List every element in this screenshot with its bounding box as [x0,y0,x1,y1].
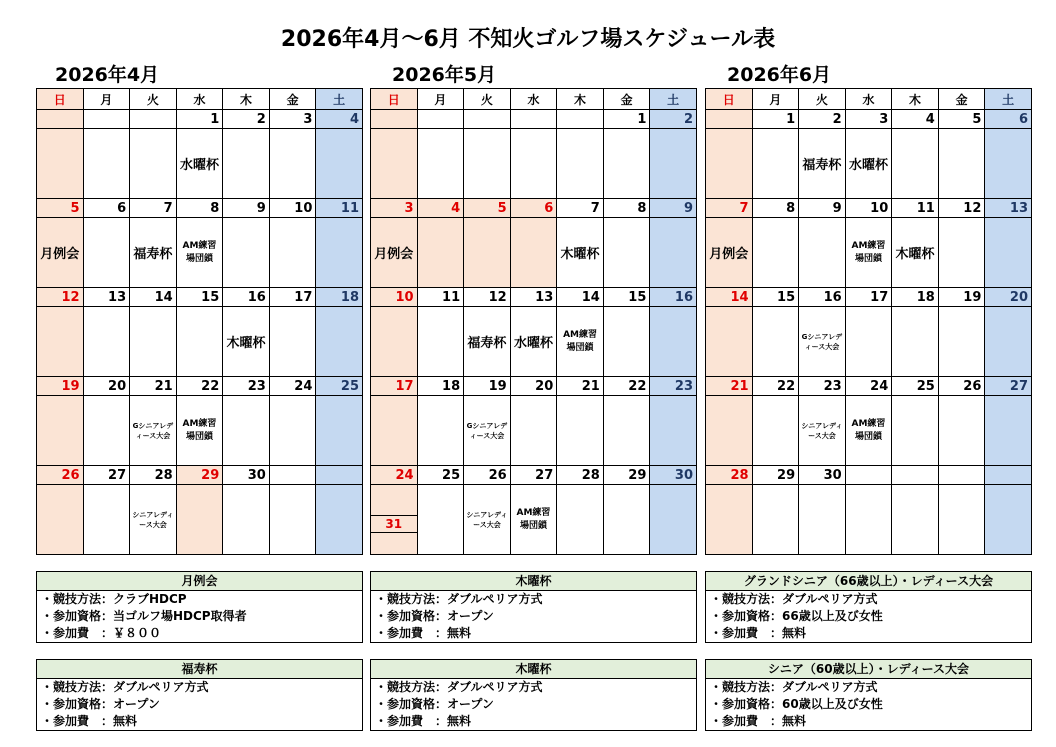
day-number: 20 [510,377,557,396]
day-number: 7 [706,199,753,218]
day-event-cell [892,129,939,199]
day-event-cell [316,129,363,199]
day-number: 15 [176,288,223,307]
day-event-cell [799,485,846,555]
day-event-cell [223,485,270,555]
day-number [892,466,939,485]
event-label: シニアレディース大会 [801,421,843,440]
day-number [938,466,985,485]
weekday-header: 水 [176,89,223,110]
day-event-cell [37,396,84,466]
day-number: 22 [176,377,223,396]
info-box-line: ・参加資格：66歳以上及び女性 [710,609,883,623]
day-event-cell [845,218,892,288]
day-event-cell [316,485,363,555]
day-number [130,110,177,129]
day-event-cell [417,218,464,288]
day-number [316,466,363,485]
day-event-cell [464,485,511,555]
day-event-cell [557,485,604,555]
day-event-cell [83,218,130,288]
day-number: 27 [985,377,1032,396]
day-event-cell [557,396,604,466]
day-event-cell [464,129,511,199]
day-event-cell [83,485,130,555]
day-event-cell [752,396,799,466]
day-event-cell [316,396,363,466]
day-number: 16 [799,288,846,307]
day-event-cell [938,129,985,199]
calendar-may [370,88,697,555]
event-label: 木曜杯 [895,247,935,262]
event-label: AM練習場団鎖 [182,240,217,264]
day-number: 30 [650,466,697,485]
day-event-cell [650,307,697,377]
day-number: 8 [603,199,650,218]
weekday-header: 土 [650,89,697,110]
day-event-cell [650,396,697,466]
day-number: 27 [83,466,130,485]
day-number: 8 [752,199,799,218]
info-box-title: シニア（60歳以上）・レディース大会 [706,660,1031,679]
day-event-cell [371,485,418,555]
event-label: 水曜杯 [513,336,553,351]
day-number: 19 [938,288,985,307]
day-event-cell [706,218,753,288]
day-event-cell [417,129,464,199]
day-number: 18 [417,377,464,396]
day-number: 25 [417,466,464,485]
day-number: 8 [176,199,223,218]
day-event-cell [371,396,418,466]
day-number: 29 [603,466,650,485]
day-event-cell [752,307,799,377]
day-number: 30 [223,466,270,485]
weekday-header: 土 [316,89,363,110]
day-number: 24 [371,466,418,485]
day-number [37,110,84,129]
day-number: 9 [650,199,697,218]
day-event-cell [37,485,84,555]
day-number: 30 [799,466,846,485]
day-event-cell [799,129,846,199]
event-label: Gシニアレディース大会 [801,332,843,351]
info-box-fukujuhai [36,659,363,731]
info-box-title: 木曜杯 [371,572,696,591]
weekday-header: 月 [752,89,799,110]
day-number: 15 [752,288,799,307]
day-number: 11 [892,199,939,218]
day-event-cell [845,396,892,466]
event-label: Gシニアレディース大会 [466,421,508,440]
weekday-header: 月 [83,89,130,110]
day-event-cell [316,218,363,288]
day-event-cell [845,129,892,199]
info-box-line: ・参加費 ：無料 [710,714,807,728]
event-label: Gシニアレディース大会 [132,421,174,440]
day-event-cell [417,396,464,466]
day-number: 16 [650,288,697,307]
day-number: 2 [799,110,846,129]
day-event-cell [83,307,130,377]
day-event-cell [223,396,270,466]
event-label: 木曜杯 [226,336,266,351]
day-event-cell [83,129,130,199]
day-event-cell [985,129,1032,199]
weekday-header: 金 [603,89,650,110]
page-title: 2026年4月～6月 不知火ゴルフ場スケジュール表 [280,27,776,52]
day-number: 13 [83,288,130,307]
day-event-cell [417,485,464,555]
day-number: 13 [985,199,1032,218]
day-event-cell [371,307,418,377]
day-number: 4 [417,199,464,218]
day-event-cell [371,129,418,199]
day-event-cell [752,129,799,199]
day-event-cell [985,485,1032,555]
day-number: 28 [557,466,604,485]
day-number: 10 [269,199,316,218]
day-number: 7 [130,199,177,218]
event-label: シニアレディース大会 [466,510,508,529]
day-number: 12 [464,288,511,307]
day-number [464,110,511,129]
info-box-title: グランドシニア（66歳以上）・レディース大会 [706,572,1031,591]
weekday-header: 金 [938,89,985,110]
day-event-cell [938,218,985,288]
weekday-header: 水 [845,89,892,110]
weekday-header: 月 [417,89,464,110]
day-number: 9 [799,199,846,218]
day-event-cell [269,218,316,288]
day-number: 5 [464,199,511,218]
day-event-cell [510,396,557,466]
extra-day-number: 31 [371,515,417,533]
day-number: 21 [557,377,604,396]
day-event-cell [130,396,177,466]
calendar-april [36,88,363,555]
day-event-cell [37,307,84,377]
event-label: AM練習場団鎖 [851,418,886,442]
day-number: 3 [371,199,418,218]
day-number: 26 [464,466,511,485]
day-number: 14 [557,288,604,307]
info-box-line: ・参加資格：オープン [375,697,494,711]
day-number: 3 [845,110,892,129]
info-box-line: ・参加費 ：無料 [375,714,472,728]
day-number: 21 [706,377,753,396]
day-event-cell [371,218,418,288]
day-number: 13 [510,288,557,307]
info-box-senior-ladies [705,659,1032,731]
day-number: 27 [510,466,557,485]
day-number: 12 [37,288,84,307]
day-number: 17 [371,377,418,396]
day-number: 2 [650,110,697,129]
day-number: 18 [892,288,939,307]
info-box-getsureikai [36,571,363,643]
event-label: 福寿杯 [802,158,842,173]
event-label: 福寿杯 [467,336,507,351]
day-event-cell [985,307,1032,377]
day-event-cell [510,218,557,288]
day-number: 28 [130,466,177,485]
day-number: 11 [316,199,363,218]
event-label: 水曜杯 [848,158,888,173]
weekday-header: 火 [799,89,846,110]
day-event-cell [269,129,316,199]
day-event-cell [752,485,799,555]
day-number: 24 [845,377,892,396]
day-event-cell [510,129,557,199]
day-number [371,110,418,129]
info-box-title: 木曜杯 [371,660,696,679]
weekday-header: 日 [706,89,753,110]
day-event-cell [603,218,650,288]
weekday-header: 火 [130,89,177,110]
info-box-line: ・参加資格：オープン [375,609,494,623]
day-event-cell [37,129,84,199]
day-number: 28 [706,466,753,485]
day-event-cell [892,485,939,555]
day-event-cell [464,307,511,377]
day-number: 26 [938,377,985,396]
day-number: 17 [845,288,892,307]
weekday-header: 日 [37,89,84,110]
day-event-cell [176,218,223,288]
day-event-cell [892,307,939,377]
event-label: 月例会 [40,247,80,262]
day-event-cell [130,218,177,288]
info-box-grand-senior-ladies [705,571,1032,643]
day-event-cell [938,307,985,377]
day-number: 23 [799,377,846,396]
day-event-cell [130,129,177,199]
day-number: 1 [603,110,650,129]
day-event-cell [557,129,604,199]
info-box-title: 月例会 [37,572,362,591]
day-event-cell [176,307,223,377]
day-number: 6 [985,110,1032,129]
day-event-cell [510,485,557,555]
day-event-cell [557,307,604,377]
day-number: 7 [557,199,604,218]
day-event-cell [510,307,557,377]
day-event-cell [706,307,753,377]
day-number: 21 [130,377,177,396]
event-label: AM練習場団鎖 [563,329,597,353]
day-number [417,110,464,129]
day-event-cell [316,307,363,377]
info-box-line: ・参加資格：オープン [41,697,160,711]
info-box-line: ・参加費 ：無料 [41,714,138,728]
day-number: 1 [176,110,223,129]
event-label: AM練習場団鎖 [851,240,886,264]
day-event-cell [83,396,130,466]
info-box-line: ・競技方法：ダブルペリア方式 [710,680,878,694]
day-number: 23 [223,377,270,396]
day-event-cell [223,307,270,377]
day-event-cell [706,396,753,466]
day-event-cell [650,218,697,288]
info-box-line: ・参加費 ：無料 [710,626,807,640]
weekday-header: 木 [892,89,939,110]
day-number: 10 [371,288,418,307]
weekday-header: 金 [269,89,316,110]
day-event-cell [650,129,697,199]
day-event-cell [938,485,985,555]
day-event-cell [269,485,316,555]
day-number: 12 [938,199,985,218]
day-event-cell [650,485,697,555]
day-event-cell [603,307,650,377]
event-label: 月例会 [709,247,749,262]
day-number: 3 [269,110,316,129]
day-number: 4 [892,110,939,129]
day-number [706,110,753,129]
day-number: 14 [706,288,753,307]
info-box-line: ・参加資格：当ゴルフ場HDCP取得者 [41,609,247,623]
weekday-header: 火 [464,89,511,110]
day-event-cell [176,396,223,466]
day-number: 19 [464,377,511,396]
day-number: 6 [510,199,557,218]
day-event-cell [603,396,650,466]
day-number: 29 [752,466,799,485]
event-label: AM練習場団鎖 [182,418,217,442]
day-event-cell [269,396,316,466]
day-event-cell [985,218,1032,288]
day-number: 22 [603,377,650,396]
event-label: 水曜杯 [179,158,219,173]
day-number: 9 [223,199,270,218]
day-event-cell [223,129,270,199]
day-number: 19 [37,377,84,396]
day-number: 22 [752,377,799,396]
day-number: 29 [176,466,223,485]
day-event-cell [464,218,511,288]
day-event-cell [37,218,84,288]
day-event-cell [752,218,799,288]
event-label: シニアレディース大会 [132,510,174,529]
day-event-cell [603,129,650,199]
info-box-line: ・競技方法：ダブルペリア方式 [375,680,543,694]
day-number: 25 [892,377,939,396]
day-number: 4 [316,110,363,129]
info-box-mokuyohai [370,571,697,643]
month-title-june: 2026年6月 [727,64,832,86]
day-number: 5 [37,199,84,218]
day-event-cell [130,307,177,377]
day-event-cell [892,396,939,466]
day-event-cell [417,307,464,377]
day-number: 17 [269,288,316,307]
info-box-line: ・競技方法：ダブルペリア方式 [710,592,878,606]
day-number: 20 [83,377,130,396]
event-label: AM練習場団鎖 [516,507,551,531]
weekday-header: 日 [371,89,418,110]
day-event-cell [706,485,753,555]
month-title-april: 2026年4月 [55,64,160,86]
day-number: 10 [845,199,892,218]
day-number: 1 [752,110,799,129]
day-event-cell [799,396,846,466]
day-number: 6 [83,199,130,218]
event-label: 木曜杯 [560,247,600,262]
weekday-header: 土 [985,89,1032,110]
day-number: 25 [316,377,363,396]
day-number: 23 [650,377,697,396]
info-box-line: ・参加費 ：￥８００ [41,626,162,640]
day-number [269,466,316,485]
event-label: 福寿杯 [133,247,173,262]
info-box-mokuyohai-2 [370,659,697,731]
day-number: 20 [985,288,1032,307]
day-number: 14 [130,288,177,307]
day-event-cell [603,485,650,555]
day-event-cell [938,396,985,466]
info-box-line: ・競技方法：クラブHDCP [41,592,187,606]
info-box-line: ・参加費 ：無料 [375,626,472,640]
day-number [510,110,557,129]
weekday-header: 水 [510,89,557,110]
event-label: 月例会 [374,247,414,262]
day-event-cell [799,218,846,288]
day-event-cell [130,485,177,555]
day-number [557,110,604,129]
day-event-cell [845,307,892,377]
info-box-title: 福寿杯 [37,660,362,679]
day-event-cell [799,307,846,377]
info-box-line: ・競技方法：ダブルペリア方式 [375,592,543,606]
day-number [83,110,130,129]
day-number: 5 [938,110,985,129]
weekday-header: 木 [223,89,270,110]
info-box-line: ・競技方法：ダブルペリア方式 [41,680,209,694]
calendar-june [705,88,1032,555]
day-number: 2 [223,110,270,129]
day-event-cell [176,485,223,555]
day-event-cell [176,129,223,199]
day-event-cell [464,396,511,466]
day-event-cell [223,218,270,288]
info-box-line: ・参加資格：60歳以上及び女性 [710,697,883,711]
day-event-cell [557,218,604,288]
day-number: 11 [417,288,464,307]
month-title-may: 2026年5月 [392,64,497,86]
day-event-cell [706,129,753,199]
day-event-cell [892,218,939,288]
day-number: 26 [37,466,84,485]
day-number: 15 [603,288,650,307]
day-number: 18 [316,288,363,307]
day-number: 16 [223,288,270,307]
day-event-cell [845,485,892,555]
day-number [845,466,892,485]
weekday-header: 木 [557,89,604,110]
day-number: 24 [269,377,316,396]
day-number [985,466,1032,485]
day-event-cell [269,307,316,377]
day-event-cell [985,396,1032,466]
